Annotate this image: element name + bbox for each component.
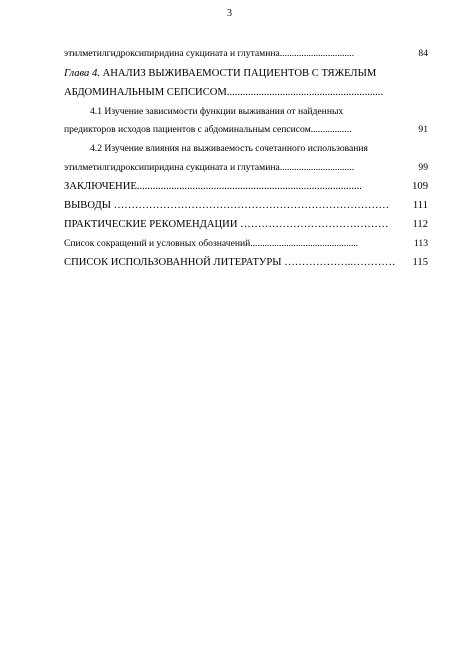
toc-entry-page: 99 bbox=[418, 162, 428, 173]
toc-entry-leader: ............................... bbox=[279, 162, 355, 173]
toc-entry bbox=[64, 179, 428, 195]
toc-entry-text: этилметилгидроксипиридина сукцината и глутамина bbox=[64, 48, 280, 59]
toc-entry-page: 109 bbox=[412, 181, 428, 192]
toc-entry-text: 4.2 Изучение влияния на выживаемость сочетанного использования bbox=[90, 143, 368, 154]
toc-entry bbox=[64, 255, 428, 271]
toc-entry-page: 113 bbox=[413, 238, 428, 249]
toc-entry-text: АБДОМИНАЛЬНЫМ СЕПСИСОМ bbox=[64, 87, 227, 98]
toc-entry-text: ВЫВОДЫ bbox=[64, 200, 111, 211]
toc-entry bbox=[64, 46, 428, 62]
toc-entry-text: 4.1 Изучение зависимости функции выживания от найденных bbox=[90, 106, 344, 117]
toc-entry-page: 84 bbox=[418, 48, 428, 59]
toc-entry-page: 112 bbox=[412, 219, 428, 230]
toc-entry-text: этилметилгидроксипиридина сукцината и глутамина bbox=[64, 162, 280, 173]
toc-entry-text: Список сокращений и условных обозначений bbox=[64, 238, 251, 249]
toc-entry-page: 91 bbox=[418, 124, 428, 135]
toc-entry bbox=[64, 85, 428, 101]
toc-entry bbox=[64, 66, 428, 82]
toc-entry-leader: …………………………………… bbox=[240, 219, 389, 230]
toc-entry-text: ПРАКТИЧЕСКИЕ РЕКОМЕНДАЦИИ bbox=[64, 219, 238, 230]
toc-entry-leader: ............................................. bbox=[250, 238, 359, 249]
toc-entry-text: АНАЛИЗ ВЫЖИВАЕМОСТИ ПАЦИЕНТОВ С ТЯЖЕЛЫМ bbox=[99, 68, 377, 79]
toc-entry-leader: …………………………………………………………………… bbox=[113, 200, 390, 211]
toc-entry-text: СПИСОК ИСПОЛЬЗОВАННОЙ ЛИТЕРАТУРЫ bbox=[64, 257, 282, 268]
toc-entry-leader: ………………..………… bbox=[284, 257, 396, 268]
toc-entry-leader: ................. bbox=[310, 124, 352, 135]
toc-entry-text: предикторов исходов пациентов с абдоминальным сепсисом bbox=[64, 124, 311, 135]
toc-entry-leader: ........................................................... bbox=[226, 87, 384, 98]
toc-entry-text: ЗАКЛЮЧЕНИЕ bbox=[64, 181, 137, 192]
toc-entry bbox=[64, 236, 428, 252]
toc-entry-page: 111 bbox=[412, 200, 428, 211]
toc-entry-leader: ..................................................................................... bbox=[136, 181, 362, 192]
toc-entry-page: 115 bbox=[412, 257, 428, 268]
toc-entry bbox=[64, 141, 428, 157]
toc-entry bbox=[64, 104, 428, 120]
page-number: 3 bbox=[227, 8, 232, 19]
toc-entry bbox=[64, 198, 428, 214]
table-of-contents bbox=[64, 0, 428, 650]
toc-entry bbox=[64, 160, 428, 176]
toc-entry-leader: ............................... bbox=[279, 48, 355, 59]
toc-entry bbox=[64, 122, 428, 138]
toc-entry bbox=[64, 217, 428, 233]
toc-entry-chapter-label: Глава 4. bbox=[64, 68, 100, 79]
